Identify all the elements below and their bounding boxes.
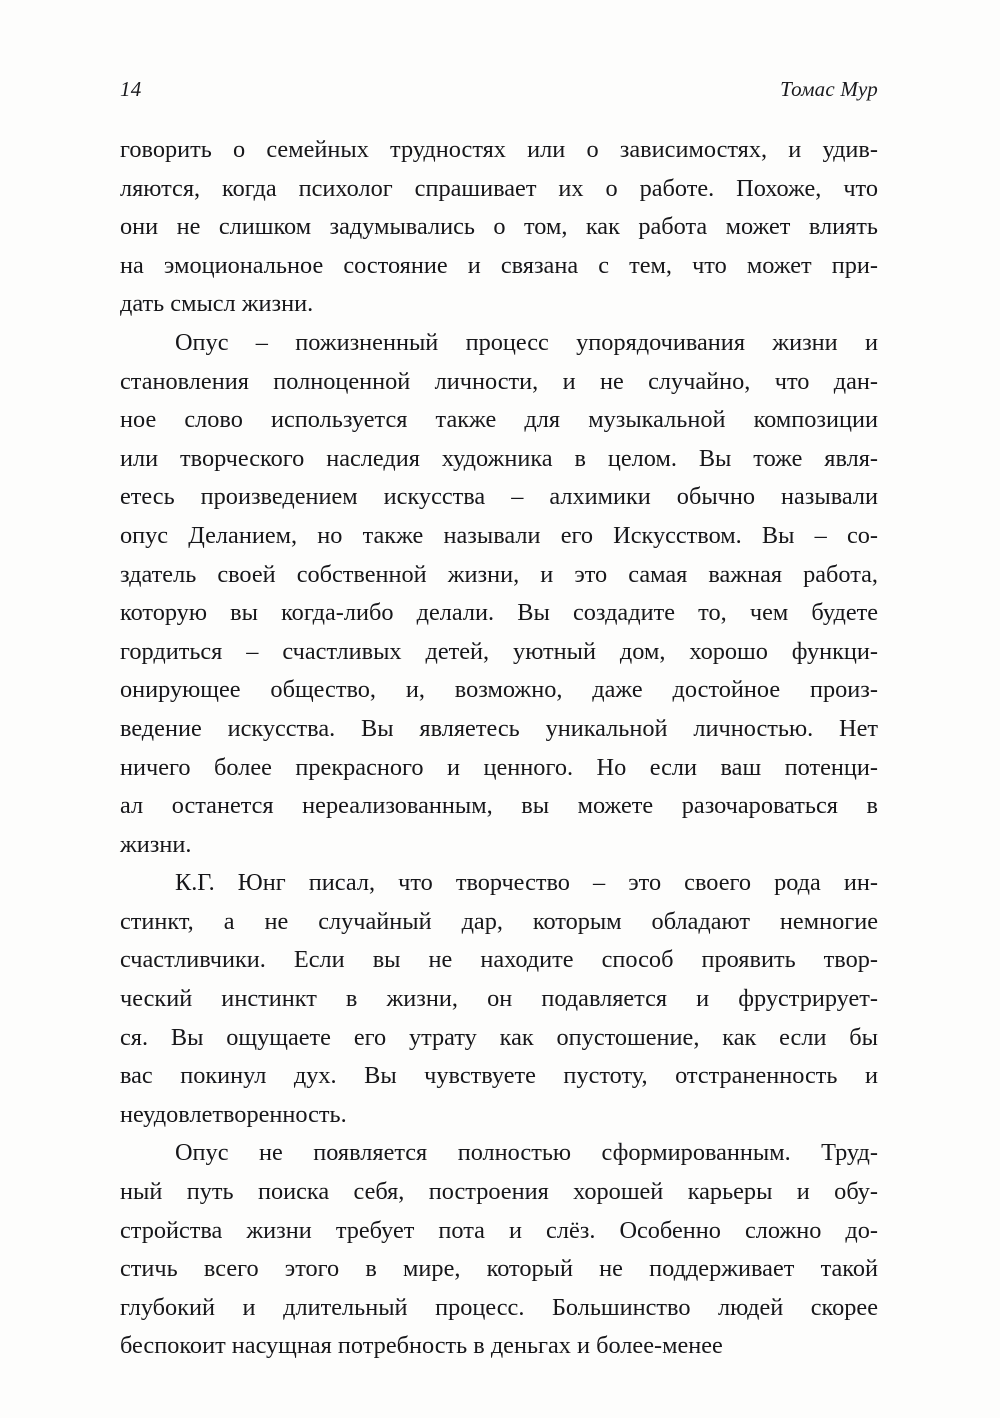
text-line: на эмоциональное состояние и связана с тем, что может при- <box>120 251 878 279</box>
text-line: они не слишком задумывались о том, как работа может влиять <box>120 213 878 241</box>
paragraph-1 <box>120 131 878 324</box>
text-line: К.Г. Юнг писал, что творчество – это своего рода ин- <box>175 869 878 897</box>
page-number: 14 <box>120 77 142 101</box>
text-line: дать смысл жизни. <box>120 290 314 318</box>
text-line: или творческого наследия художника в целом. Вы тоже явля- <box>120 444 878 472</box>
text-line: Опус – пожизненный процесс упорядочивания жизни и <box>175 328 878 356</box>
text-line: ное слово используется также для музыкальной композиции <box>120 406 878 434</box>
text-line: беспокоит насущная потребность в деньгах и более-менее <box>120 1332 723 1360</box>
paragraph-2 <box>120 324 878 864</box>
text-line: здатель своей собственной жизни, и это самая важная работа, <box>120 560 878 588</box>
text-line: гордиться – счастливых детей, уютный дом, хорошо функци- <box>120 637 878 665</box>
text-line: ческий инстинкт в жизни, он подавляется и фрустрирует- <box>120 985 878 1013</box>
text-line: ведение искусства. Вы являетесь уникальной личностью. Нет <box>120 714 878 742</box>
text-line: ся. Вы ощущаете его утрату как опустошение, как если бы <box>120 1023 878 1051</box>
text-line: вас покинул дух. Вы чувствуете пустоту, отстраненность и <box>120 1062 878 1090</box>
text-line: счастливчики. Если вы не находите способ проявить твор- <box>120 946 878 974</box>
text-line: опус Деланием, но также называли его Искусством. Вы – со- <box>120 521 878 549</box>
text-line: стинкт, а не случайный дар, которым обладают немногие <box>120 907 878 935</box>
running-head <box>120 76 878 106</box>
text-line: стройства жизни требует пота и слёз. Особенно сложно до- <box>120 1216 878 1244</box>
running-head-author: Томас Мур <box>780 77 878 101</box>
text-line: неудовлетворенность. <box>120 1100 347 1128</box>
text-line: которую вы когда-либо делали. Вы создадите то, чем будете <box>120 599 878 627</box>
text-line: стичь всего этого в мире, который не поддерживает такой <box>120 1255 878 1283</box>
text-line: Опус не появляется полностью сформированным. Труд- <box>175 1139 878 1167</box>
text-line: ляются, когда психолог спрашивает их о работе. Похоже, что <box>120 174 878 202</box>
text-line: ный путь поиска себя, построения хорошей карьеры и обу- <box>120 1178 878 1206</box>
text-line: становления полноценной личности, и не случайно, что дан- <box>120 367 878 395</box>
body-text-block <box>120 131 878 1366</box>
text-line: ал останется нереализованным, вы можете разочароваться в <box>120 792 878 820</box>
paragraph-3 <box>120 864 878 1134</box>
text-line: жизни. <box>120 830 192 858</box>
text-line: глубокий и длительный процесс. Большинство людей скорее <box>120 1293 878 1321</box>
paragraph-4 <box>120 1134 878 1366</box>
text-line: етесь произведением искусства – алхимики обычно называли <box>120 483 878 511</box>
text-line: говорить о семейных трудностях или о зависимостях, и удив- <box>120 136 878 163</box>
text-line: ничего более прекрасного и ценного. Но если ваш потенци- <box>120 753 878 781</box>
text-line: онирующее общество, и, возможно, даже достойное произ- <box>120 676 878 704</box>
